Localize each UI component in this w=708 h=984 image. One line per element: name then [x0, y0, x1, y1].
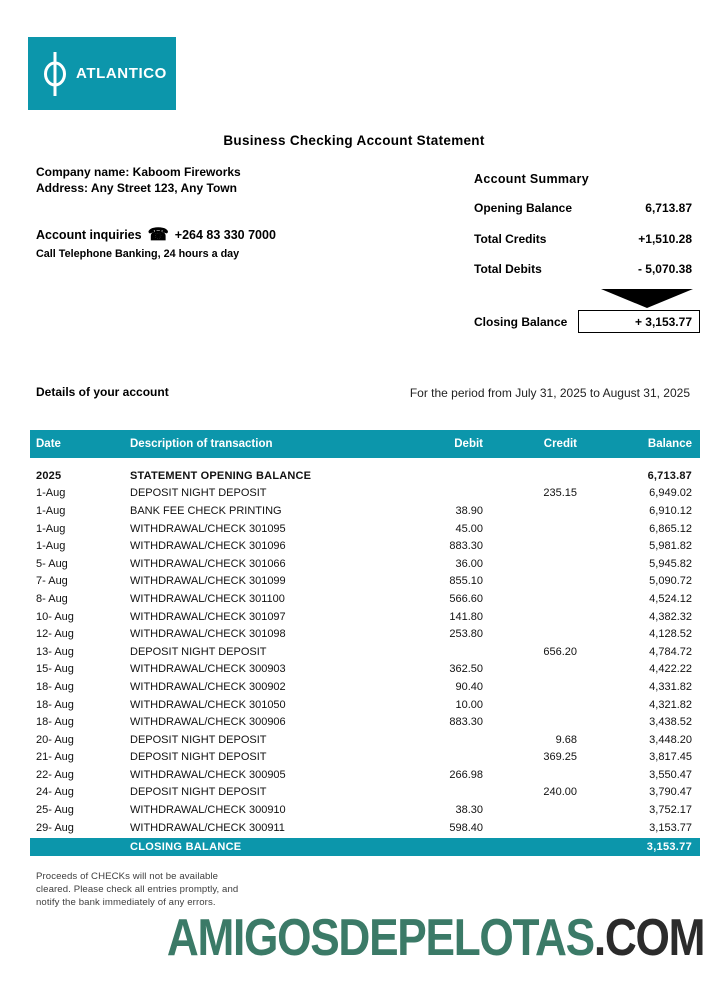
cell-description: WITHDRAWAL/CHECK 300902	[130, 680, 286, 693]
cell-debit: 141.80	[449, 610, 483, 623]
disclaimer-line: Proceeds of CHECKs will not be available	[36, 871, 219, 882]
cell-debit: 90.40	[455, 680, 483, 693]
cell-description: WITHDRAWAL/CHECK 300910	[130, 804, 286, 817]
cell-date: 1-Aug	[36, 540, 66, 553]
cell-date: 12- Aug	[36, 628, 74, 641]
cell-date: 18- Aug	[36, 698, 74, 711]
cell-description: WITHDRAWAL/CHECK 301098	[130, 628, 286, 641]
phi-circle-icon	[43, 51, 67, 97]
cell-date: 1-Aug	[36, 504, 66, 517]
cell-balance: 5,945.82	[649, 557, 692, 570]
cell-description: WITHDRAWAL/CHECK 300906	[130, 716, 286, 729]
summary-value: 6,713.87	[645, 201, 692, 215]
table-row	[30, 537, 700, 555]
cell-date: 2025	[36, 469, 62, 482]
watermark-suffix-text: .COM	[593, 909, 704, 967]
cell-balance: 4,128.52	[649, 628, 692, 641]
watermark-logo	[167, 908, 704, 968]
cell-balance: 5,981.82	[649, 540, 692, 553]
col-header-balance: Balance	[647, 438, 692, 450]
table-rows-container	[30, 485, 700, 837]
cell-date: 5- Aug	[36, 557, 68, 570]
cell-balance: 3,448.20	[649, 733, 692, 746]
page-title: Business Checking Account Statement	[223, 133, 485, 148]
address-line: Address: Any Street 123, Any Town	[36, 181, 237, 195]
cell-date: 21- Aug	[36, 751, 74, 764]
account-summary-heading: Account Summary	[474, 172, 589, 186]
cell-description: WITHDRAWAL/CHECK 300905	[130, 768, 286, 781]
table-row-closing	[30, 838, 700, 856]
summary-row-credits	[474, 232, 692, 246]
cell-balance: 4,524.12	[649, 592, 692, 605]
table-row	[30, 819, 700, 837]
cell-description: BANK FEE CHECK PRINTING	[130, 504, 282, 517]
cell-date: 25- Aug	[36, 804, 74, 817]
summary-value: - 5,070.38	[637, 262, 692, 276]
statement-period: For the period from July 31, 2025 to August 31, 2025	[409, 386, 690, 400]
col-header-credit: Credit	[543, 438, 577, 450]
cell-description: DEPOSIT NIGHT DEPOSIT	[130, 786, 267, 799]
cell-date: 1-Aug	[36, 487, 66, 500]
cell-debit: 10.00	[455, 698, 483, 711]
cell-debit: 45.00	[455, 522, 483, 535]
transactions-table	[30, 430, 700, 856]
cell-balance: 4,331.82	[649, 680, 692, 693]
cell-balance: 6,910.12	[649, 504, 692, 517]
cell-debit: 883.30	[449, 540, 483, 553]
cell-balance: 4,784.72	[649, 645, 692, 658]
cell-description: WITHDRAWAL/CHECK 301066	[130, 557, 286, 570]
cell-description: WITHDRAWAL/CHECK 300903	[130, 663, 286, 676]
cell-date: 29- Aug	[36, 821, 74, 834]
cell-debit: 36.00	[455, 557, 483, 570]
cell-balance: 3,153.77	[649, 821, 692, 834]
col-header-debit: Debit	[454, 438, 483, 450]
cell-description: DEPOSIT NIGHT DEPOSIT	[130, 487, 267, 500]
inquiries-phone: +264 83 330 7000	[174, 228, 276, 242]
table-row	[30, 573, 700, 591]
table-row	[30, 590, 700, 608]
disclaimer-line: cleared. Please check all entries promptly, and	[36, 884, 239, 895]
closing-balance-box: + 3,153.77	[578, 310, 700, 333]
cell-date: 8- Aug	[36, 592, 68, 605]
bank-logo	[28, 37, 176, 110]
cell-balance: 4,422.22	[649, 663, 692, 676]
table-row	[30, 731, 700, 749]
cell-credit: 369.25	[543, 751, 577, 764]
cell-date: 18- Aug	[36, 716, 74, 729]
cell-description: WITHDRAWAL/CHECK 301099	[130, 575, 286, 588]
cell-credit: 240.00	[543, 786, 577, 799]
cell-debit: 883.30	[449, 716, 483, 729]
table-body	[30, 467, 700, 856]
summary-row-opening	[474, 201, 692, 215]
disclaimer-line: notify the bank immediately of any errors.	[36, 897, 216, 908]
cell-date: 15- Aug	[36, 663, 74, 676]
cell-balance: 3,550.47	[649, 768, 692, 781]
table-row	[30, 520, 700, 538]
table-row	[30, 749, 700, 767]
table-row	[30, 766, 700, 784]
cell-debit: 38.90	[455, 504, 483, 517]
cell-balance: 6,865.12	[649, 522, 692, 535]
table-header-row	[30, 430, 700, 458]
inquiries-label: Account inquiries	[36, 228, 142, 242]
cell-description: WITHDRAWAL/CHECK 301095	[130, 522, 286, 535]
cell-date: 1-Aug	[36, 522, 66, 535]
cell-balance: 3,817.45	[649, 751, 692, 764]
cell-date: 20- Aug	[36, 733, 74, 746]
cell-balance: 3,790.47	[649, 786, 692, 799]
cell-debit: 38.30	[455, 804, 483, 817]
cell-balance: 3,153.77	[646, 841, 692, 854]
cell-balance: 5,090.72	[649, 575, 692, 588]
table-row	[30, 608, 700, 626]
cell-date: 18- Aug	[36, 680, 74, 693]
cell-credit: 235.15	[543, 487, 577, 500]
cell-debit: 566.60	[449, 592, 483, 605]
company-name-line: Company name: Kaboom Fireworks	[36, 165, 241, 179]
table-row	[30, 485, 700, 503]
footer-disclaimer	[36, 870, 238, 909]
details-heading: Details of your account	[36, 385, 169, 399]
cell-balance: 4,321.82	[649, 698, 692, 711]
table-row	[30, 678, 700, 696]
cell-date: 13- Aug	[36, 645, 74, 658]
table-row	[30, 784, 700, 802]
account-summary-rows	[474, 201, 692, 293]
table-row	[30, 696, 700, 714]
table-row	[30, 555, 700, 573]
table-row	[30, 713, 700, 731]
account-inquiries-line	[36, 225, 276, 244]
cell-date: 22- Aug	[36, 768, 74, 781]
cell-date: 10- Aug	[36, 610, 74, 623]
cell-balance: 3,438.52	[649, 716, 692, 729]
telephone-banking-note: Call Telephone Banking, 24 hours a day	[36, 248, 240, 260]
cell-debit: 266.98	[449, 768, 483, 781]
cell-date: 24- Aug	[36, 786, 74, 799]
cell-description: WITHDRAWAL/CHECK 300911	[130, 821, 285, 834]
cell-description: DEPOSIT NIGHT DEPOSIT	[130, 733, 267, 746]
arrow-down-icon	[601, 289, 693, 308]
cell-description: CLOSING BALANCE	[130, 841, 242, 854]
cell-balance: 6,949.02	[649, 487, 692, 500]
cell-credit: 9.68	[555, 733, 577, 746]
table-row	[30, 801, 700, 819]
cell-balance: 3,752.17	[649, 804, 692, 817]
table-row-opening	[30, 467, 700, 485]
cell-debit: 598.40	[449, 821, 483, 834]
cell-description: WITHDRAWAL/CHECK 301100	[130, 592, 285, 605]
summary-row-debits	[474, 262, 692, 276]
cell-balance: 4,382.32	[649, 610, 692, 623]
table-row	[30, 625, 700, 643]
bank-name: ATLANTICO	[76, 65, 167, 82]
cell-debit: 362.50	[449, 663, 483, 676]
summary-label: Opening Balance	[474, 201, 573, 215]
telephone-icon: ☎	[147, 225, 169, 244]
table-row	[30, 502, 700, 520]
cell-debit: 855.10	[449, 575, 483, 588]
cell-credit: 656.20	[543, 645, 577, 658]
col-header-date: Date	[36, 438, 61, 450]
cell-date: 7- Aug	[36, 575, 68, 588]
closing-balance-label: Closing Balance	[474, 315, 568, 329]
cell-description: DEPOSIT NIGHT DEPOSIT	[130, 751, 267, 764]
cell-description: STATEMENT OPENING BALANCE	[130, 469, 312, 482]
cell-description: WITHDRAWAL/CHECK 301097	[130, 610, 286, 623]
summary-label: Total Debits	[474, 262, 542, 276]
cell-description: DEPOSIT NIGHT DEPOSIT	[130, 645, 267, 658]
watermark-main-text: AMIGOSDEPELOTAS	[166, 909, 594, 967]
table-row	[30, 661, 700, 679]
cell-description: WITHDRAWAL/CHECK 301050	[130, 698, 286, 711]
cell-description: WITHDRAWAL/CHECK 301096	[130, 540, 286, 553]
table-row	[30, 643, 700, 661]
summary-label: Total Credits	[474, 231, 547, 246]
cell-debit: 253.80	[449, 628, 483, 641]
summary-value: +1,510.28	[638, 231, 692, 246]
cell-balance: 6,713.87	[647, 469, 692, 482]
customer-info	[36, 164, 241, 196]
col-header-description: Description of transaction	[130, 438, 273, 450]
